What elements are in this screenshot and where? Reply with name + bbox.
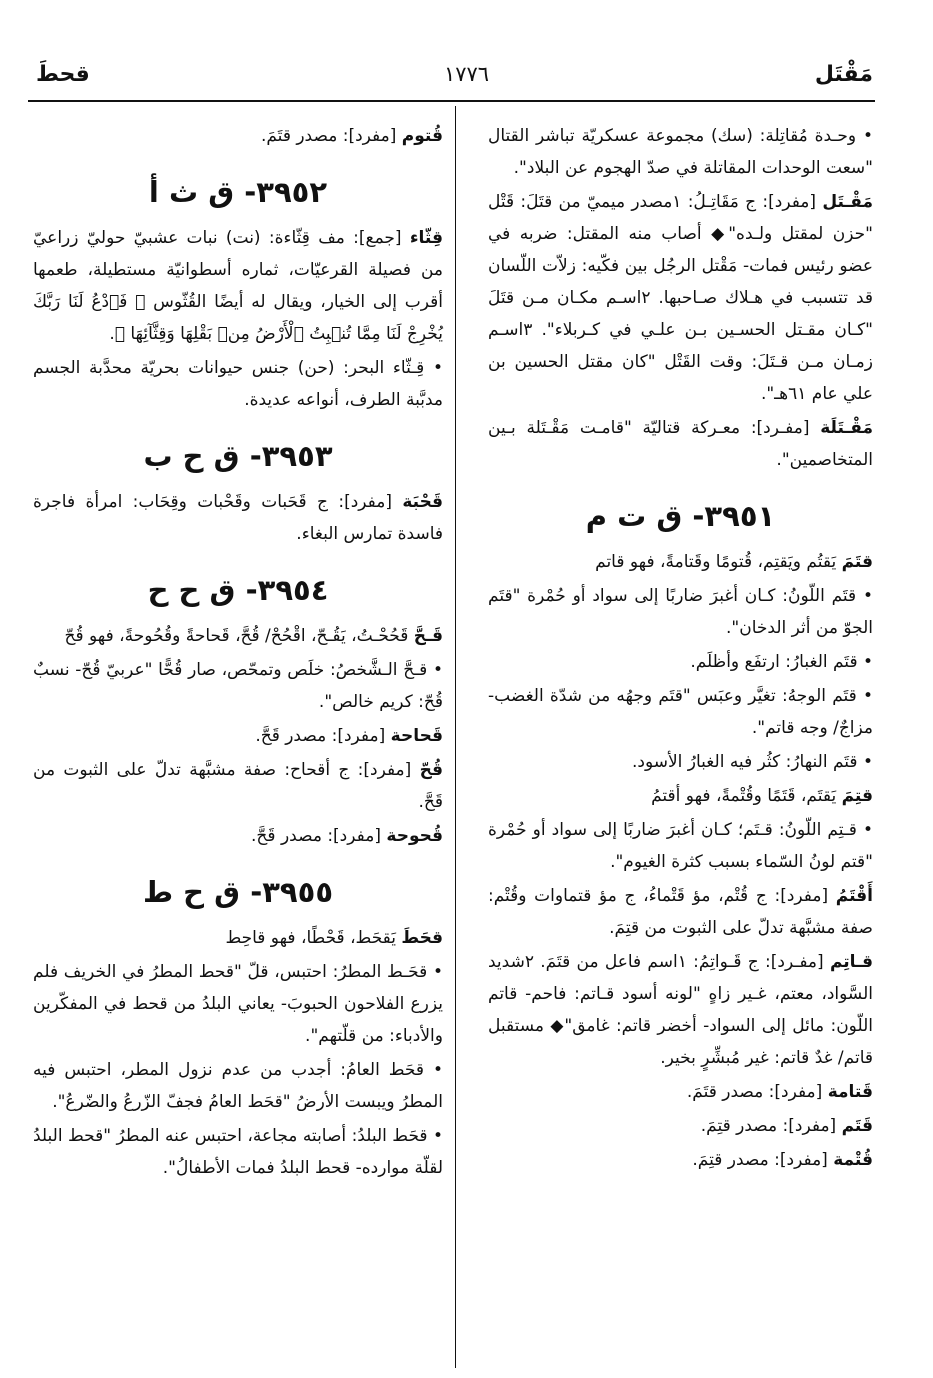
entry-sense <box>33 956 443 1052</box>
entry-headword: قُتْمة <box>833 1150 873 1170</box>
root-section-heading: ٣٩٥٢- ق ث أ <box>148 175 328 209</box>
dictionary-entry <box>33 120 443 152</box>
column-divider <box>455 106 456 1368</box>
entry-text: • قتَم النهارُ: كثُر فيه الغبارُ الأسود. <box>631 752 873 772</box>
entry-headword: قِثّاء <box>409 228 443 248</box>
entry-text: [مفرد]: ج قَحَبات وقَحْبات وقِحَاب: امرأة فاجرة فاسدة تمارس البغاء. <box>33 492 443 544</box>
page-number: ١٧٧٦ <box>443 62 490 86</box>
entry-text: • قتَم الغبارُ: ارتفَع وأظلَم. <box>690 652 873 672</box>
entry-text: [مفرد]: مصدر قَحَّ. <box>255 726 391 746</box>
entry-headword: قُتوم <box>401 126 443 146</box>
entry-text: [مفرد]: مصدر قتَمَ. <box>260 126 402 146</box>
entry-headword: أَقْتَمُ <box>835 886 873 906</box>
entry-headword: قتِمَ <box>841 786 873 806</box>
entry-text: • قتَم الوجهُ: تغيَّر وعبَس "قتَم وجهُه من شدّة الغضب- مزاجٌ/ وجه قاتم". <box>488 686 873 738</box>
entry-sense <box>488 814 873 878</box>
entry-headword: قَتَم <box>841 1116 873 1136</box>
entry-text: • قِـثّاء البحر: (حن) جنس حيوانات بحريّة محدَّبة الجسم مدبَّبة الطرف، أنواعه عديدة. <box>33 358 443 410</box>
entry-headword: قَحْبَة <box>402 492 443 512</box>
entry-text: [مفرد]: ج قُتْم، مؤ قَتْماءُ، ج مؤ قتماوات وقُتْم: صفة مشبَّهة تدلّ على الثبوت من قتِمَ. <box>488 886 873 938</box>
dictionary-entry <box>488 880 873 944</box>
dictionary-entry <box>488 946 873 1074</box>
entry-text: • وحـدة مُقاتِلة: (سك) مجموعة عسكريّة تباشر القتال "سعت الوحدات المقاتلة في صدّ الهجوم عن البلاد". <box>488 126 873 178</box>
entry-sense <box>33 654 443 718</box>
entry-text: يَقتُم ويَقتِم، قُتومًا وقَتامةً، فهو قاتم <box>595 552 842 572</box>
root-section-heading: ٣٩٥٣- ق ح ب <box>143 439 333 473</box>
dictionary-entry <box>33 620 443 652</box>
dictionary-entry <box>488 546 873 578</box>
entry-sense <box>33 1120 443 1184</box>
entry-headword: قُحّ <box>419 760 443 780</box>
dictionary-entry <box>488 186 873 410</box>
entry-text: [جمع]: مف قِثّاءة: (نت) نبات عشبيّ حوليّ زراعيّ من فصيلة القرعيّات، ثماره أسطوانيّة مستطيلة، طعمها أقرب إلى الخيار، ويقال له أيضًا القُثّوس ﴿ فَٱدْعُ لَنَا رَبَّكَ يُخْرِجْ لَنَا مِمَّا تُنۢبِتُ ٱلْأَرْضُ مِنۢ بَقْلِهَا وَقِثَّآئِهَا ﴾. <box>33 228 443 344</box>
header-first-entry: مَقْتَل <box>814 62 873 87</box>
entry-sense <box>488 646 873 678</box>
entry-text: • قتَم اللّونُ: كـان أغبرَ ضاربًا إلى سواد أو حُمْرة "قتَم الجوّ من أثر الدخان". <box>488 586 873 638</box>
entry-text: [مفـرد]: ج قَـواتِمُ: ١اسم فاعل من قتَمَ. ٢شديد السَّواد، معتم، غـير زاهٍ "لونه أسود قـاتم: فاحم- قاتم اللّون: مائل إلى السواد- أخضر قاتم: غامق"◆ مستقبل قاتم/ غدٌ قاتم: غير مُبشِّرٍ بخير. <box>488 952 873 1068</box>
entry-text: قَحُحْـتُ، يَقُـحّ، اقْحُحْ/ قُحَّ، قَحاحةً وقُحُوحةً، فهو قُحّ <box>64 626 414 646</box>
entry-text: [مفرد]: ج أقحاح: صفة مشبَّهة تدلّ على الثبوت من قَحَّ. <box>33 760 443 812</box>
entry-sense <box>33 352 443 416</box>
entry-sense <box>488 580 873 644</box>
dictionary-entry <box>33 754 443 818</box>
root-section-heading: ٣٩٥٥- ق ح ط <box>142 875 334 909</box>
entry-text: [مفرد]: مصدر قتَمَ. <box>686 1082 828 1102</box>
entry-text: • قحَـط المطرُ: احتبس، قلّ "قحط المطرُ في الخريف فلم يزرع الفلاحون الحبوبَ- يعاني البلدُ من قحط في المفكّرين والأدباء: من قلّتهم". <box>33 962 443 1046</box>
entry-text: • قحَط العامُ: أجدب من عدم نزول المطر، احتبس فيه المطرُ ويبست الأرضُ "قحَط العامُ فجفّ الزّرعُ والضّرعُ". <box>33 1060 443 1112</box>
entry-sense <box>488 120 873 184</box>
right-column <box>488 120 873 1178</box>
dictionary-entry <box>488 412 873 476</box>
dictionary-entry <box>488 1144 873 1176</box>
dictionary-entry <box>33 720 443 752</box>
entry-text: يَقحَط، قَحْطًا، فهو قاحِط <box>225 928 402 948</box>
dictionary-entry <box>33 922 443 954</box>
dictionary-entry <box>488 1076 873 1108</box>
root-section-heading: ٣٩٥٤- ق ح ح <box>147 573 329 607</box>
entry-text: يَقتَم، قَتَمًا وقُتْمةً، فهو أقتمُ <box>651 786 842 806</box>
entry-text: [مفرد]: ج مَقَاتِـلُ: ١مصدر ميميّ من قتَلَ: قَتْل "حزن لمقتل ولـده"◆ أصاب منه المقتل: ضربه في عضو رئيس فمات- مَقْتل الرجُل بين فكّيه: زلاّت اللّسان قد تتسبب في هـلاك صـاحبها. ٢اسـم مكـان مـن قتَلَ "كـان مقـتل الحسـين بـن علـي في كـربلاء". ٣اسـم زمـان مـن قـتَلَ: وقت القَتْل "كان مقتل الحسين بن علي عام ٦١هـ". <box>488 192 873 404</box>
entry-headword: قحَطَ <box>401 928 443 948</box>
entry-text: [مفرد]: مصدر قتِمَ. <box>692 1150 834 1170</box>
entry-text: [مفـرد]: معـركة قتاليّة "قامـت مَقْـتَلة بـين المتخاصمين". <box>488 418 873 470</box>
entry-headword: قَحاحة <box>390 726 443 746</box>
entry-headword: قُحوحة <box>386 826 443 846</box>
dictionary-entry <box>488 780 873 812</box>
dictionary-entry <box>33 486 443 550</box>
entry-headword: قـاتِم <box>829 952 873 972</box>
entry-headword: قتَمَ <box>841 552 873 572</box>
dictionary-entry <box>33 820 443 852</box>
entry-text: [مفرد]: مصدر قتِمَ. <box>700 1116 842 1136</box>
entry-sense <box>33 1054 443 1118</box>
entry-text: • قـحَّ الـشَّخصُ: خلَص وتمحّص، صار قُحًّا "عربيّ قُحّ- نسبٌ قُحّ: كريم خالص". <box>33 660 443 712</box>
left-column <box>33 120 443 1186</box>
entry-text: • قـتِم اللّونُ: قـتَم؛ كـان أغبرَ ضاربًا إلى سواد أو حُمْرة "قتم لونُ السّماء بسبب كثرة الغيوم". <box>488 820 873 872</box>
header-last-entry: قحطَ <box>36 62 90 87</box>
entry-text: [مفرد]: مصدر قَحَّ. <box>251 826 387 846</box>
entry-text: • قحَط البلدُ: أصابته مجاعة، احتبس عنه المطرُ "قحط البلدُ لقلّة موارده- قحط البلدُ فمات الأطفالُ". <box>33 1126 443 1178</box>
header-rule <box>28 100 875 102</box>
entry-headword: قَـحَّ <box>413 626 443 646</box>
entry-sense <box>488 746 873 778</box>
dictionary-entry <box>488 1110 873 1142</box>
entry-headword: مَقْـتَلَة <box>820 418 873 438</box>
entry-headword: قَتامة <box>827 1082 873 1102</box>
root-section-heading: ٣٩٥١- ق ت م <box>585 499 776 533</box>
dictionary-entry <box>33 222 443 350</box>
entry-headword: مَقْـتَل <box>822 192 873 212</box>
entry-sense <box>488 680 873 744</box>
